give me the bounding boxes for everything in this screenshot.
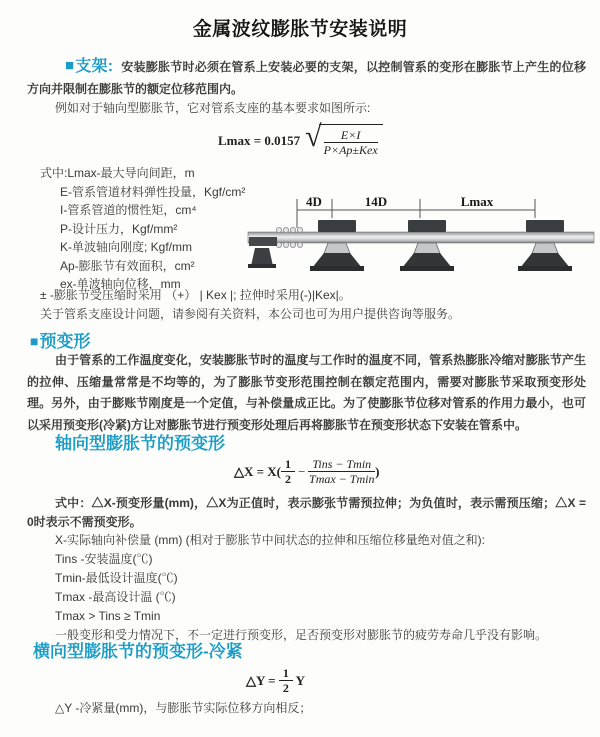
close-paren: )	[375, 463, 380, 479]
list-item: 一般变形和受力情况下，不一定进行预变形，足否预变形对膨胀节的疲劳寿命几乎没有影响。	[55, 628, 548, 642]
definition-line: P-设计压力，Kgf/mm²	[60, 221, 178, 236]
support-heading-label: 支架:	[75, 58, 114, 75]
lmax-formula-lhs: Lmax = 0.0157	[218, 132, 301, 148]
predeform-section-heading	[30, 327, 90, 352]
predeform-paragraph: 由于管系的工作温度变化，安装膨胀节时的温度与工作时的温度不同，管系热膨胀冷缩对膨胀节产生的拉伸、压缩量常常是不均等的，为了膨胀节变形范围控制在额定范围内，需要对膨胀节采取预变形处理。另外，由于膨账节刚度是一个定值，与补偿量成正比。为了使膨胀节位移对管系的作用力最小，也可以采用预变形(冷紧)方让对膨胀节进行预变形处理后再将膨胀节在预变形状态下安装在管系中。	[27, 353, 586, 432]
fraction-numerator: 1	[281, 457, 295, 472]
support-example-line: 例如对于轴向型膨胀节，它对管系支座的基本要求如图所示:	[55, 101, 371, 115]
support-section-heading	[65, 58, 113, 75]
guide-support-icon	[518, 220, 572, 271]
axial-subheading: 轴向型膨胀节的预变形	[55, 434, 225, 453]
fraction-numerator: 1	[279, 666, 293, 681]
lmax-formula-denominator: P×Ap±Kex	[323, 143, 378, 158]
list-item: X-实际轴向补偿量 (mm) (相对于膨胀节中间状态的拉伸和压缩位移量绝对值之和):	[55, 533, 485, 547]
definition-line: K-单波轴向刚度; Kgf/mm	[60, 240, 193, 254]
fraction-numerator: Tins − Tmin	[308, 457, 375, 472]
plusminus-note: ± -膨胀节受压缩时采用 （+） | Kex |; 拉伸时采用(-)|Kex|。	[40, 288, 351, 302]
dim-label-4d: 4D	[306, 194, 322, 209]
fraction-denominator: 2	[285, 472, 292, 487]
support-intro-paragraph	[27, 56, 586, 100]
lateral-note: △Y -冷紧量(mm)，与膨胀节实际位移方向相反；	[55, 701, 312, 715]
definition-line: Ap-膨胀节有效面积，cm²	[60, 258, 195, 273]
axial-formula	[234, 457, 380, 487]
lateral-formula-rhs: Y	[292, 672, 305, 688]
fraction-denominator: 2	[282, 681, 289, 696]
list-item: Tmin-最低设计温度(℃)	[55, 571, 178, 585]
definition-line: E-管系管道材料弹性投量，Kgf/cm²	[60, 184, 246, 199]
list-item: Tins -安装温度(℃)	[55, 552, 153, 566]
sqrt-radical	[305, 120, 382, 158]
axial-explain-paragraph: 式中：△X-预变形量(mm)，△X为正值时，表示膨张节需预拉伸；为负值时，表示需预压缩；△X = 0时表示不需预变形。	[27, 496, 586, 529]
definition-line: I-管系管道的惯性矩，cm⁴	[60, 203, 197, 217]
minus-operator: −	[298, 463, 306, 479]
section-marker-icon: ■	[30, 333, 39, 349]
one-half-fraction	[281, 457, 295, 487]
pipe	[248, 232, 594, 243]
consult-note: 关于管系支座设计问题，请参阅有关资料，本公司也可为用户提供咨询等服务。	[40, 307, 461, 321]
lateral-subheading: 横向型膨胀节的预变形-冷紧	[33, 642, 243, 661]
axial-items	[55, 531, 590, 645]
pipe-support-diagram	[246, 190, 596, 286]
page-title: 金属波纹膨胀节安装说明	[192, 19, 408, 40]
lateral-formula	[246, 666, 305, 696]
one-half-fraction	[279, 666, 293, 696]
lateral-formula-lhs: △Y =	[246, 672, 279, 688]
section-marker-icon: ■	[65, 57, 75, 74]
list-item: Tmax > Tins ≥ Tmin	[55, 609, 161, 623]
guide-support-icon	[400, 220, 454, 271]
definition-line: ex-单波轴向位移，mm	[60, 277, 181, 291]
lmax-formula-numerator: E×I	[324, 128, 378, 143]
guide-support-icon	[310, 220, 364, 271]
definition-line: 式中:Lmax-最大导向间距，m	[40, 166, 195, 180]
fraction-denominator: Tmax − Tmin	[309, 472, 375, 487]
axial-formula-lhs: △X = X(	[234, 463, 282, 479]
predeform-heading-label: 预变形	[39, 332, 91, 351]
dim-label-lmax: Lmax	[460, 194, 494, 209]
lmax-formula	[218, 120, 383, 158]
support-intro-text: 安装膨胀节时必须在管系上安装必要的支架，以控制管系的变形在膨胀节上产生的位移方向并限制在膨胀节的额定位移范围内。	[27, 60, 586, 96]
dim-label-14d: 14D	[364, 194, 388, 209]
radical-sign-icon: √	[305, 120, 322, 153]
formula-definitions	[40, 164, 245, 294]
temperature-fraction	[308, 457, 375, 487]
anchor-support-icon	[248, 237, 277, 268]
list-item: Tmax -最高设计温 (℃)	[55, 590, 176, 604]
